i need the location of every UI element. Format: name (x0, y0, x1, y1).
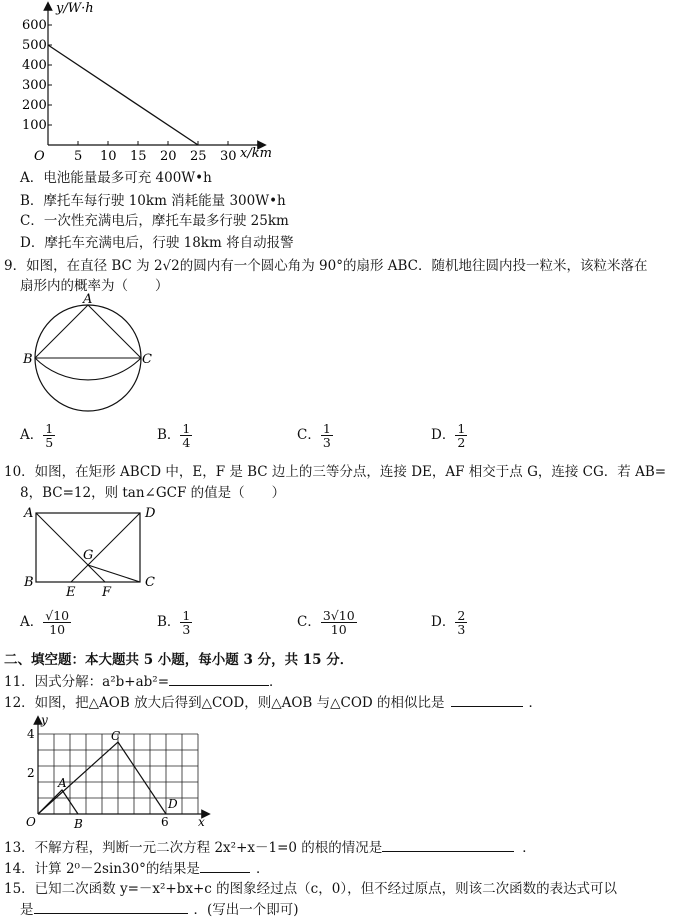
denominator: 3 (182, 622, 191, 638)
option-label: D． (431, 614, 456, 631)
x-axis-label: x/km (240, 146, 272, 161)
label-a: A (24, 506, 34, 521)
q15-line1: 15．已知二次函数 y=－x²+bx+c 的图象经过点（c，0），但不经过原点，则该二次函数的表达式可以 (4, 881, 618, 897)
energy-line (48, 45, 198, 145)
tick-2: 2 (27, 766, 35, 780)
q10-stem-line1: 10．如图，在矩形 ABCD 中，E，F 是 BC 边上的三等分点，连接 DE，AF 相交于点 G，连接 CG．若 AB= (4, 464, 667, 480)
q12 (4, 691, 542, 711)
sector-arc (35, 358, 141, 380)
segment-af (36, 513, 105, 582)
label-f: F (102, 585, 112, 600)
numerator: 1 (322, 421, 331, 436)
q9-figure (18, 292, 158, 422)
option-label: C． (20, 213, 44, 229)
numerator: 2 (457, 608, 466, 623)
label-g: G (83, 548, 94, 563)
option-text: 电池能量最多可充 400W•h (43, 170, 212, 186)
q14-suffix: ． (255, 861, 270, 877)
q11-suffix: ． (269, 674, 283, 690)
option-text: 摩托车充满电后，行驶 18km 将自动报警 (44, 235, 294, 251)
q15-line2-suffix: ．(写出一个即可) (193, 902, 299, 918)
q9-option-a (20, 422, 55, 449)
y-axis-label: y/W·h (56, 1, 94, 16)
denominator: 3 (457, 622, 466, 638)
q13-answer-blank (382, 839, 514, 852)
option-label: D． (20, 235, 45, 251)
q8-option-c (20, 209, 289, 229)
q14-text: 14．计算 2⁰－2sin30°的结果是 (4, 861, 200, 877)
label-c: C (142, 352, 152, 367)
q13-text: 13．不解方程，判断一元二次方程 2x²+x－1=0 的根的情况是 (4, 840, 383, 856)
q15-line2 (20, 898, 299, 918)
label-b: B (23, 352, 33, 367)
q10-option-d (431, 609, 467, 636)
denominator: 10 (330, 622, 347, 638)
numerator: 1 (45, 421, 54, 436)
q14 (4, 857, 269, 877)
q9-stem-line1: 9．如图，在直径 BC 为 2√2的圆内有一个圆心角为 90°的扇形 ABC．随机地往圆内投一粒米，该粒米落在 (4, 258, 648, 274)
option-label: C． (297, 614, 321, 631)
q9-option-d (431, 422, 467, 449)
option-label: B． (157, 427, 181, 444)
q10-stem-line2: 8，BC=12，则 tan∠GCF 的值是（ ） (20, 485, 286, 501)
label-b: B (74, 817, 83, 830)
origin-label: O (26, 815, 36, 829)
label-c: C (111, 729, 121, 743)
q9-stem-line2: 扇形内的概率为（ ） (20, 278, 169, 294)
y-tick-label: 300 (22, 78, 47, 93)
y-axis-label: y (41, 713, 48, 727)
y-tick-label: 600 (22, 18, 47, 33)
label-d: D (168, 797, 178, 811)
q12-suffix: ． (528, 695, 542, 711)
q10-option-b (157, 609, 192, 636)
label-a: A (83, 292, 93, 307)
q10-figure (18, 500, 168, 600)
option-label: A． (20, 427, 44, 444)
q9-option-c (297, 422, 333, 449)
option-label: B． (157, 614, 181, 631)
segment-ab (35, 305, 88, 358)
option-label: B． (20, 193, 44, 209)
x-tick-label: 5 (74, 149, 83, 164)
q12-text: 12．如图，把△AOB 放大后得到△COD，则△AOB 与△COD 的相似比是 (4, 695, 445, 711)
label-b: B (24, 575, 34, 590)
option-text: 摩托车每行驶 10km 消耗能量 300W•h (43, 193, 286, 209)
denominator: 10 (49, 622, 66, 638)
x-tick-label: 10 (100, 149, 117, 164)
q11-answer-blank (169, 673, 269, 686)
y-tick-label: 500 (22, 38, 47, 53)
q9-option-b (157, 422, 192, 449)
option-label: A． (20, 614, 44, 631)
x-tick-label: 20 (160, 149, 177, 164)
tick-6: 6 (161, 815, 169, 829)
denominator: 2 (457, 435, 466, 451)
section-heading: 二、填空题：本大题共 5 小题，每小题 3 分，共 15 分． (4, 652, 354, 668)
origin-label: O (34, 149, 45, 164)
option-text: 一次性充满电后，摩托车最多行驶 25km (43, 213, 289, 229)
option-label: D． (431, 427, 456, 444)
y-tick-label: 200 (22, 98, 47, 113)
denominator: 5 (45, 435, 54, 451)
q8-option-a (20, 166, 212, 186)
q15-answer-blank (34, 901, 188, 914)
x-axis-label: x (198, 815, 205, 829)
label-a: A (58, 776, 67, 790)
x-tick-label: 25 (190, 149, 207, 164)
x-tick-label: 30 (220, 149, 237, 164)
q8-option-d (20, 231, 294, 251)
q14-answer-blank (200, 860, 250, 873)
numerator: 1 (182, 421, 191, 436)
label-e: E (66, 585, 76, 600)
numerator: 1 (182, 608, 191, 623)
numerator: 1 (457, 421, 466, 436)
numerator: 3√10 (322, 608, 355, 623)
q11 (4, 670, 283, 690)
q8-option-b (20, 189, 286, 209)
tick-4: 4 (27, 727, 35, 741)
option-label: A． (20, 170, 44, 186)
q11-text: 11．因式分解：a²b+ab²= (4, 674, 170, 690)
label-d: D (145, 506, 156, 521)
q15-line2-prefix: 是 (20, 902, 34, 918)
q13 (4, 836, 536, 856)
segment-ac (88, 305, 141, 358)
segment-de (71, 513, 140, 582)
q10-option-a (20, 609, 71, 636)
denominator: 3 (322, 435, 331, 451)
q10-option-c (297, 609, 357, 636)
q8-graph (0, 0, 290, 165)
option-label: C． (297, 427, 321, 444)
x-tick-label: 15 (130, 149, 147, 164)
q13-suffix: ． (522, 840, 536, 856)
y-tick-label: 400 (22, 58, 47, 73)
q12-answer-blank (451, 694, 523, 707)
y-tick-label: 100 (22, 118, 47, 133)
q12-figure (18, 712, 218, 830)
triangle-aob (38, 790, 78, 814)
denominator: 4 (182, 435, 191, 451)
label-c: C (145, 575, 155, 590)
numerator: √10 (45, 608, 70, 623)
